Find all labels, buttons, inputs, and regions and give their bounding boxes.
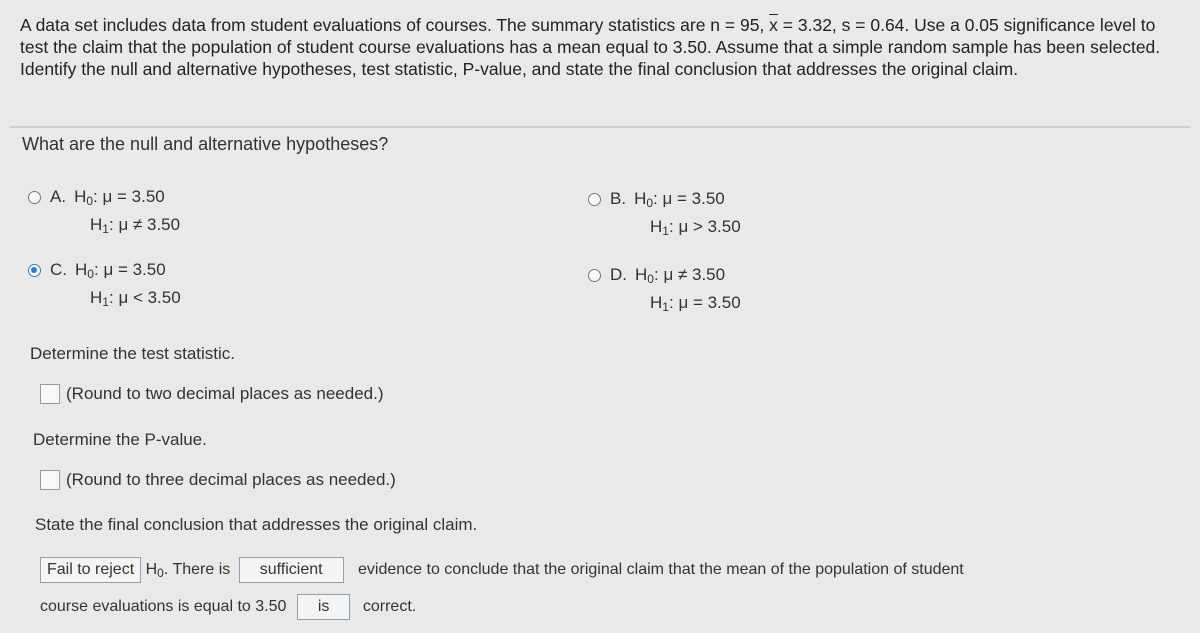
p-value-hint: (Round to three decimal places as needed.)	[66, 470, 396, 489]
p-value-row	[40, 470, 396, 490]
conclusion-line-1: Fail to reject $H_0$. There is sufficient evidence to conclude that the original claim that the mean of the population of student	[40, 557, 964, 583]
option-letter: C.	[50, 260, 67, 279]
problem-text-2: = 3.32, s = 0.64. Use a 0.05 significance level to test the claim that the population of student course evaluations has a mean equal to 3.50. Assume that a simple random sample has been selected. Identify the null and alternative hypotheses, test statistic, P-value, and state the final conclusion that addresses the original claim.	[20, 15, 1161, 79]
divider	[10, 126, 1190, 128]
test-statistic-label: Determine the test statistic.	[30, 344, 236, 363]
option-d-h0: μ ≠ 3.50	[663, 265, 726, 284]
option-b-h0: μ = 3.50	[662, 189, 725, 208]
reject-dropdown[interactable]: Fail to reject	[40, 557, 141, 583]
p-value-input[interactable]	[40, 470, 60, 490]
option-b[interactable]: B. $H_0$: μ = 3.50 $H_1$: μ > 3.50	[588, 187, 741, 243]
radio-a-icon[interactable]	[28, 191, 41, 204]
option-a-h1: μ ≠ 3.50	[118, 215, 181, 234]
option-letter: D.	[610, 265, 627, 284]
sufficiency-dropdown[interactable]: sufficient	[239, 557, 344, 583]
option-c-h1: μ < 3.50	[118, 288, 181, 307]
test-statistic-hint: (Round to two decimal places as needed.)	[66, 384, 384, 403]
correctness-dropdown[interactable]: is	[297, 594, 351, 620]
option-c-h0: μ = 3.50	[103, 260, 166, 279]
option-b-h1: μ > 3.50	[678, 217, 741, 236]
radio-b-icon[interactable]	[588, 193, 601, 206]
xbar-symbol: x	[769, 15, 778, 35]
radio-d-icon[interactable]	[588, 269, 601, 282]
radio-c-selected-icon[interactable]	[28, 264, 41, 277]
problem-statement	[20, 14, 1180, 80]
conclusion-label: State the final conclusion that addresses the original claim.	[35, 515, 478, 534]
test-statistic-row	[40, 384, 384, 404]
option-letter: B.	[610, 189, 627, 208]
option-a[interactable]: A. $H_0$: μ = 3.50 $H_1$: μ ≠ 3.50	[28, 185, 180, 241]
hypotheses-question: What are the null and alternative hypotheses?	[22, 134, 389, 154]
conclusion-line-2: course evaluations is equal to 3.50 is correct.	[40, 594, 416, 620]
option-c[interactable]: C. $H_0$: μ = 3.50 $H_1$: μ < 3.50	[28, 258, 181, 314]
option-d[interactable]: D. $H_0$: μ ≠ 3.50 $H_1$: μ = 3.50	[588, 263, 741, 319]
option-letter: A.	[50, 187, 67, 206]
p-value-label: Determine the P-value.	[33, 430, 207, 449]
option-d-h1: μ = 3.50	[678, 293, 741, 312]
problem-text-1: A data set includes data from student evaluations of courses. The summary statistics are n = 95,	[20, 15, 770, 35]
option-a-h0: μ = 3.50	[102, 187, 165, 206]
test-statistic-input[interactable]	[40, 384, 60, 404]
